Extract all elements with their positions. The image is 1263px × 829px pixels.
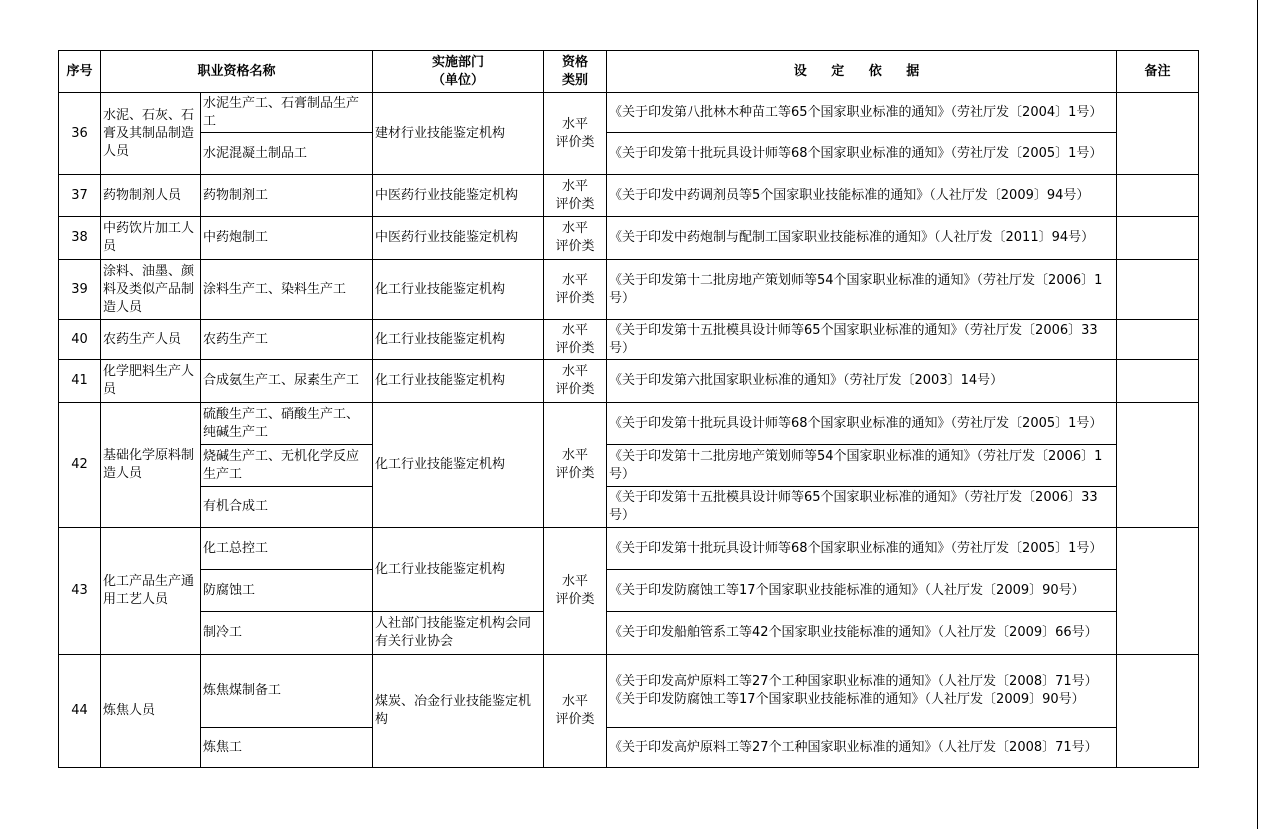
row-basis: 《关于印发第十五批模具设计师等65个国家职业标准的通知》（劳社厅发〔2006〕33号） [607, 487, 1117, 528]
row-no: 40 [59, 320, 101, 360]
table-row [59, 360, 1199, 403]
table-row [59, 655, 1199, 728]
header-basis: 设 定 依 据 [607, 51, 1117, 93]
table-row [59, 403, 1199, 445]
table-row [59, 528, 1199, 570]
row-no: 36 [59, 93, 101, 175]
row-group: 中药饮片加工人员 [101, 217, 201, 260]
table-row [59, 728, 1199, 768]
row-remark [1117, 360, 1199, 403]
row-item-name: 硫酸生产工、硝酸生产工、纯碱生产工 [201, 403, 373, 445]
row-remark [1117, 403, 1199, 528]
row-group: 水泥、石灰、石膏及其制品制造人员 [101, 93, 201, 175]
row-basis: 《关于印发中药炮制与配制工国家职业技能标准的通知》（人社厅发〔2011〕94号） [607, 217, 1117, 260]
row-remark [1117, 528, 1199, 655]
row-remark [1117, 320, 1199, 360]
row-basis: 《关于印发第六批国家职业标准的通知》（劳社厅发〔2003〕14号） [607, 360, 1117, 403]
row-category: 水平 评价类 [544, 175, 607, 217]
table-row [59, 570, 1199, 612]
row-no: 44 [59, 655, 101, 768]
row-dept: 建材行业技能鉴定机构 [373, 93, 544, 175]
row-group: 炼焦人员 [101, 655, 201, 768]
row-item-name: 合成氨生产工、尿素生产工 [201, 360, 373, 403]
row-basis: 《关于印发第十批玩具设计师等68个国家职业标准的通知》（劳社厅发〔2005〕1号） [607, 133, 1117, 175]
row-basis: 《关于印发第十五批模具设计师等65个国家职业标准的通知》（劳社厅发〔2006〕33号） [607, 320, 1117, 360]
table-row [59, 320, 1199, 360]
row-item-name: 炼焦工 [201, 728, 373, 768]
row-category: 水平 评价类 [544, 217, 607, 260]
table-header-row [59, 51, 1199, 93]
row-group: 化学肥料生产人员 [101, 360, 201, 403]
table-row [59, 612, 1199, 655]
row-dept: 煤炭、冶金行业技能鉴定机构 [373, 655, 544, 768]
row-no: 38 [59, 217, 101, 260]
row-group: 药物制剂人员 [101, 175, 201, 217]
row-dept: 化工行业技能鉴定机构 [373, 360, 544, 403]
qualification-table [58, 50, 1199, 768]
row-category: 水平 评价类 [544, 260, 607, 320]
row-group: 化工产品生产通用工艺人员 [101, 528, 201, 655]
table-row [59, 93, 1199, 133]
row-item-name: 化工总控工 [201, 528, 373, 570]
row-dept: 化工行业技能鉴定机构 [373, 320, 544, 360]
row-no: 41 [59, 360, 101, 403]
row-item-name: 药物制剂工 [201, 175, 373, 217]
page-border-line [1257, 0, 1258, 829]
row-item-name: 农药生产工 [201, 320, 373, 360]
row-category: 水平 评价类 [544, 528, 607, 655]
row-item-name: 中药炮制工 [201, 217, 373, 260]
table-row [59, 445, 1199, 487]
row-dept: 中医药行业技能鉴定机构 [373, 175, 544, 217]
row-no: 37 [59, 175, 101, 217]
row-dept: 化工行业技能鉴定机构 [373, 260, 544, 320]
table-row [59, 217, 1199, 260]
row-basis: 《关于印发高炉原料工等27个工种国家职业标准的通知》（人社厅发〔2008〕71号） 《关于印发防腐蚀工等17个国家职业技能标准的通知》（人社厅发〔2009〕90号） [607, 655, 1117, 728]
row-item-name: 水泥生产工、石膏制品生产工 [201, 93, 373, 133]
row-no: 42 [59, 403, 101, 528]
row-no: 39 [59, 260, 101, 320]
row-remark [1117, 655, 1199, 768]
row-dept: 中医药行业技能鉴定机构 [373, 217, 544, 260]
row-no: 43 [59, 528, 101, 655]
row-basis: 《关于印发第十批玩具设计师等68个国家职业标准的通知》（劳社厅发〔2005〕1号） [607, 403, 1117, 445]
row-remark [1117, 260, 1199, 320]
row-category: 水平 评价类 [544, 93, 607, 175]
header-dept: 实施部门 （单位） [373, 51, 544, 93]
row-basis: 《关于印发第八批林木种苗工等65个国家职业标准的通知》（劳社厅发〔2004〕1号） [607, 93, 1117, 133]
row-basis: 《关于印发中药调剂员等5个国家职业技能标准的通知》（人社厅发〔2009〕94号） [607, 175, 1117, 217]
header-no: 序号 [59, 51, 101, 93]
row-item-name: 防腐蚀工 [201, 570, 373, 612]
row-item-name: 炼焦煤制备工 [201, 655, 373, 728]
row-dept: 化工行业技能鉴定机构 [373, 528, 544, 612]
row-category: 水平 评价类 [544, 360, 607, 403]
row-item-name: 制冷工 [201, 612, 373, 655]
row-basis: 《关于印发第十批玩具设计师等68个国家职业标准的通知》（劳社厅发〔2005〕1号） [607, 528, 1117, 570]
header-category: 资格 类别 [544, 51, 607, 93]
row-basis: 《关于印发第十二批房地产策划师等54个国家职业标准的通知》（劳社厅发〔2006〕1号） [607, 260, 1117, 320]
row-item-name: 涂料生产工、染料生产工 [201, 260, 373, 320]
row-category: 水平 评价类 [544, 655, 607, 768]
row-dept: 人社部门技能鉴定机构会同有关行业协会 [373, 612, 544, 655]
row-remark [1117, 175, 1199, 217]
table-row [59, 133, 1199, 175]
row-group: 基础化学原料制造人员 [101, 403, 201, 528]
row-basis: 《关于印发第十二批房地产策划师等54个国家职业标准的通知》（劳社厅发〔2006〕1号） [607, 445, 1117, 487]
row-remark [1117, 93, 1199, 175]
row-remark [1117, 217, 1199, 260]
row-category: 水平 评价类 [544, 403, 607, 528]
row-category: 水平 评价类 [544, 320, 607, 360]
row-item-name: 有机合成工 [201, 487, 373, 528]
table-row [59, 175, 1199, 217]
row-item-name: 烧碱生产工、无机化学反应生产工 [201, 445, 373, 487]
header-remark: 备注 [1117, 51, 1199, 93]
row-basis: 《关于印发防腐蚀工等17个国家职业技能标准的通知》（人社厅发〔2009〕90号） [607, 570, 1117, 612]
row-group: 涂料、油墨、颜料及类似产品制造人员 [101, 260, 201, 320]
row-dept: 化工行业技能鉴定机构 [373, 403, 544, 528]
row-basis: 《关于印发高炉原料工等27个工种国家职业标准的通知》（人社厅发〔2008〕71号） [607, 728, 1117, 768]
row-basis: 《关于印发船舶管系工等42个国家职业技能标准的通知》（人社厅发〔2009〕66号） [607, 612, 1117, 655]
row-item-name: 水泥混凝土制品工 [201, 133, 373, 175]
header-name: 职业资格名称 [101, 51, 373, 93]
table-row [59, 487, 1199, 528]
table-row [59, 260, 1199, 320]
row-group: 农药生产人员 [101, 320, 201, 360]
